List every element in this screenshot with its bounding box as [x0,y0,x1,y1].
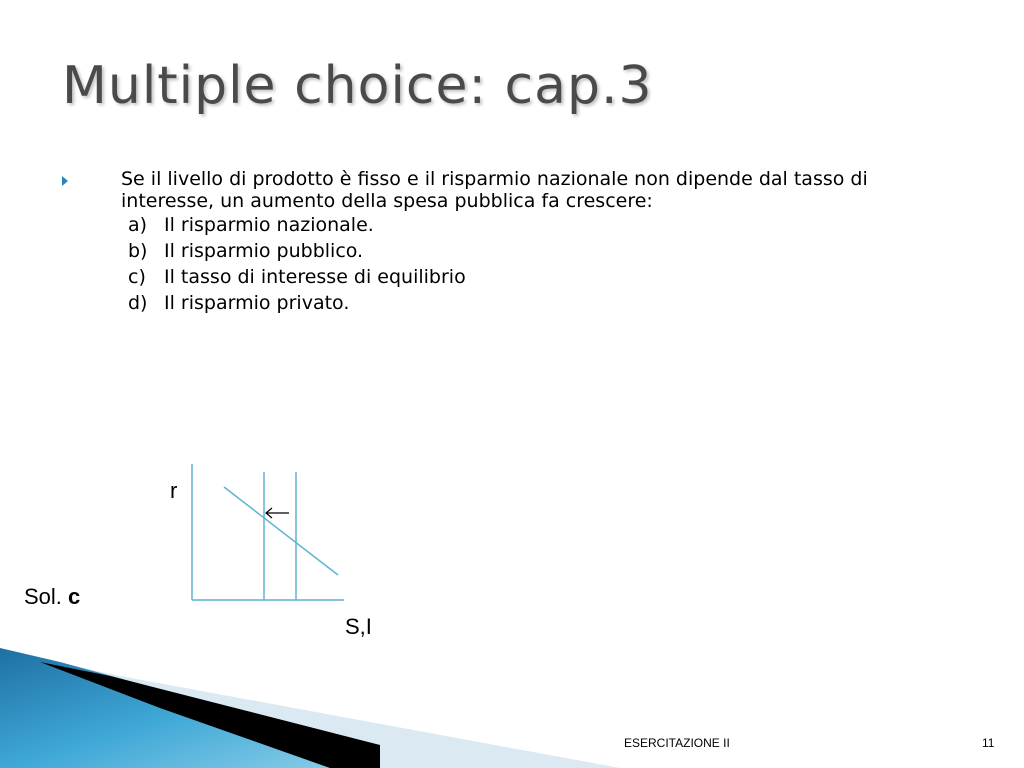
option-text: Il risparmio privato. [164,292,350,314]
option-letter: c) [128,266,146,288]
page-number: 11 [982,736,995,750]
arrow-left-icon [266,508,289,518]
option-text: Il risparmio nazionale. [164,214,374,236]
solution-answer: c [68,584,81,609]
option-letter: b) [128,240,148,262]
investment-curve [224,487,338,575]
option-text: Il tasso di interesse di equilibrio [164,266,466,288]
y-axis-label: r [170,478,178,503]
x-axis-label: S,I [345,614,372,639]
option-letter: d) [128,292,148,314]
option-letter: a) [128,214,148,236]
solution [24,584,80,610]
option-text: Il risparmio pubblico. [164,240,364,262]
question-text: Se il livello di prodotto è fisso e il risparmio nazionale non dipende dal tasso di interesse, un aumento della spesa pubblica fa crescere: [121,168,868,212]
slide-title: Multiple choice: cap.3 [62,56,653,116]
solution-prefix: Sol. [24,584,62,609]
footer-title: ESERCITAZIONE II [624,736,730,750]
